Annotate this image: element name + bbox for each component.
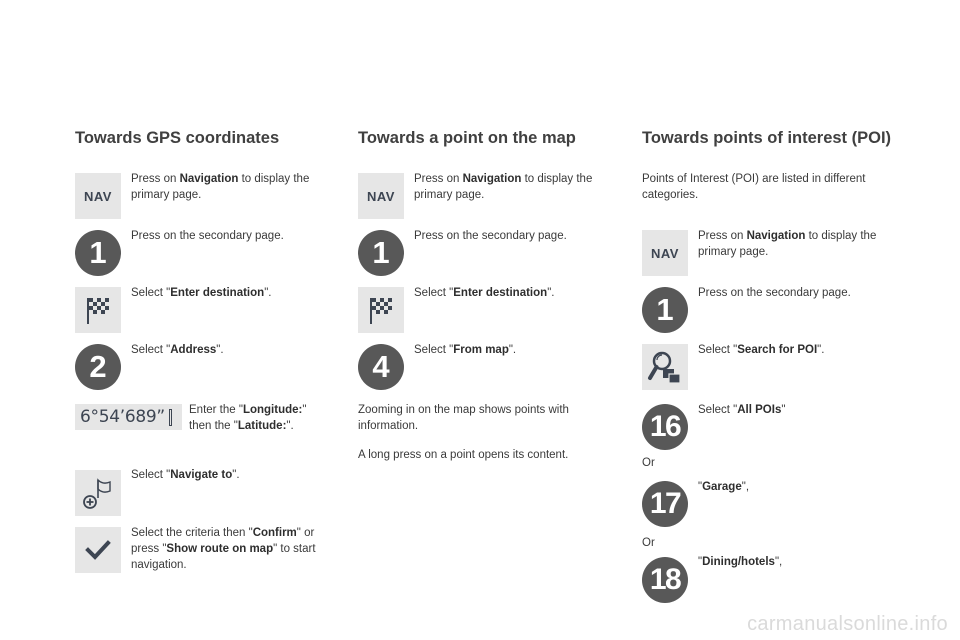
step-number-badge: 16 <box>642 404 688 450</box>
nav-label: NAV <box>84 188 112 204</box>
paragraph-zoom-info: Zooming in on the map shows points with information. <box>358 404 569 432</box>
step-navigate-to: Select "Navigate to". <box>131 469 240 481</box>
nav-button-icon <box>642 230 688 276</box>
cursor-icon <box>169 409 172 426</box>
watermark: carmanualsonline.info <box>747 613 948 635</box>
step-number-badge: 1 <box>75 230 121 276</box>
section-heading: Towards GPS coordinates <box>75 129 280 147</box>
or-separator: Or <box>642 537 655 549</box>
step-secondary-page: Press on the secondary page. <box>414 230 567 242</box>
step-press-navigation: Press on Navigation to display the primary page. <box>698 230 877 258</box>
step-enter-destination: Select "Enter destination". <box>131 287 272 299</box>
step-secondary-page: Press on the secondary page. <box>131 230 284 242</box>
confirm-check-icon <box>75 527 121 573</box>
nav-button-icon <box>75 173 121 219</box>
nav-label: NAV <box>367 188 395 204</box>
step-number-badge: 1 <box>642 287 688 333</box>
step-confirm-route: Select the criteria then "Confirm" or press "Show route on map" to start navigation. <box>131 527 316 571</box>
option-garage: "Garage", <box>698 481 750 493</box>
step-search-for-poi: Select "Search for POI". <box>698 344 825 356</box>
paragraph-poi-intro: Points of Interest (POI) are listed in different categories. <box>642 173 866 201</box>
section-points-of-interest <box>642 0 922 640</box>
step-all-pois: Select "All POIs" <box>698 404 786 416</box>
step-press-navigation: Press on Navigation to display the primary page. <box>131 173 310 201</box>
section-heading: Towards points of interest (POI) <box>642 129 892 147</box>
section-gps-coordinates <box>75 0 355 640</box>
nav-button-icon <box>358 173 404 219</box>
paragraph-long-press: A long press on a point opens its content. <box>358 449 569 461</box>
checkered-flag-icon <box>358 287 404 333</box>
step-number-badge: 17 <box>642 481 688 527</box>
navigate-to-icon <box>75 470 121 516</box>
search-poi-icon <box>642 344 688 390</box>
step-number-badge: 2 <box>75 344 121 390</box>
step-enter-longitude-latitude: Enter the "Longitude:" then the "Latitude:". <box>189 404 307 432</box>
option-dining-hotels: "Dining/hotels", <box>698 556 783 568</box>
step-select-address: Select "Address". <box>131 344 224 356</box>
step-select-from-map: Select "From map". <box>414 344 517 356</box>
coordinate-input-display <box>75 404 182 430</box>
step-number-badge: 18 <box>642 557 688 603</box>
step-enter-destination: Select "Enter destination". <box>414 287 555 299</box>
step-number-badge: 1 <box>358 230 404 276</box>
step-press-navigation: Press on Navigation to display the primary page. <box>414 173 593 201</box>
section-point-on-map <box>358 0 638 640</box>
step-number-badge: 4 <box>358 344 404 390</box>
nav-label: NAV <box>651 245 679 261</box>
checkered-flag-icon <box>75 287 121 333</box>
coordinate-value: 6°54’689” <box>80 407 165 427</box>
step-secondary-page: Press on the secondary page. <box>698 287 851 299</box>
or-separator: Or <box>642 457 655 469</box>
section-heading: Towards a point on the map <box>358 129 576 147</box>
